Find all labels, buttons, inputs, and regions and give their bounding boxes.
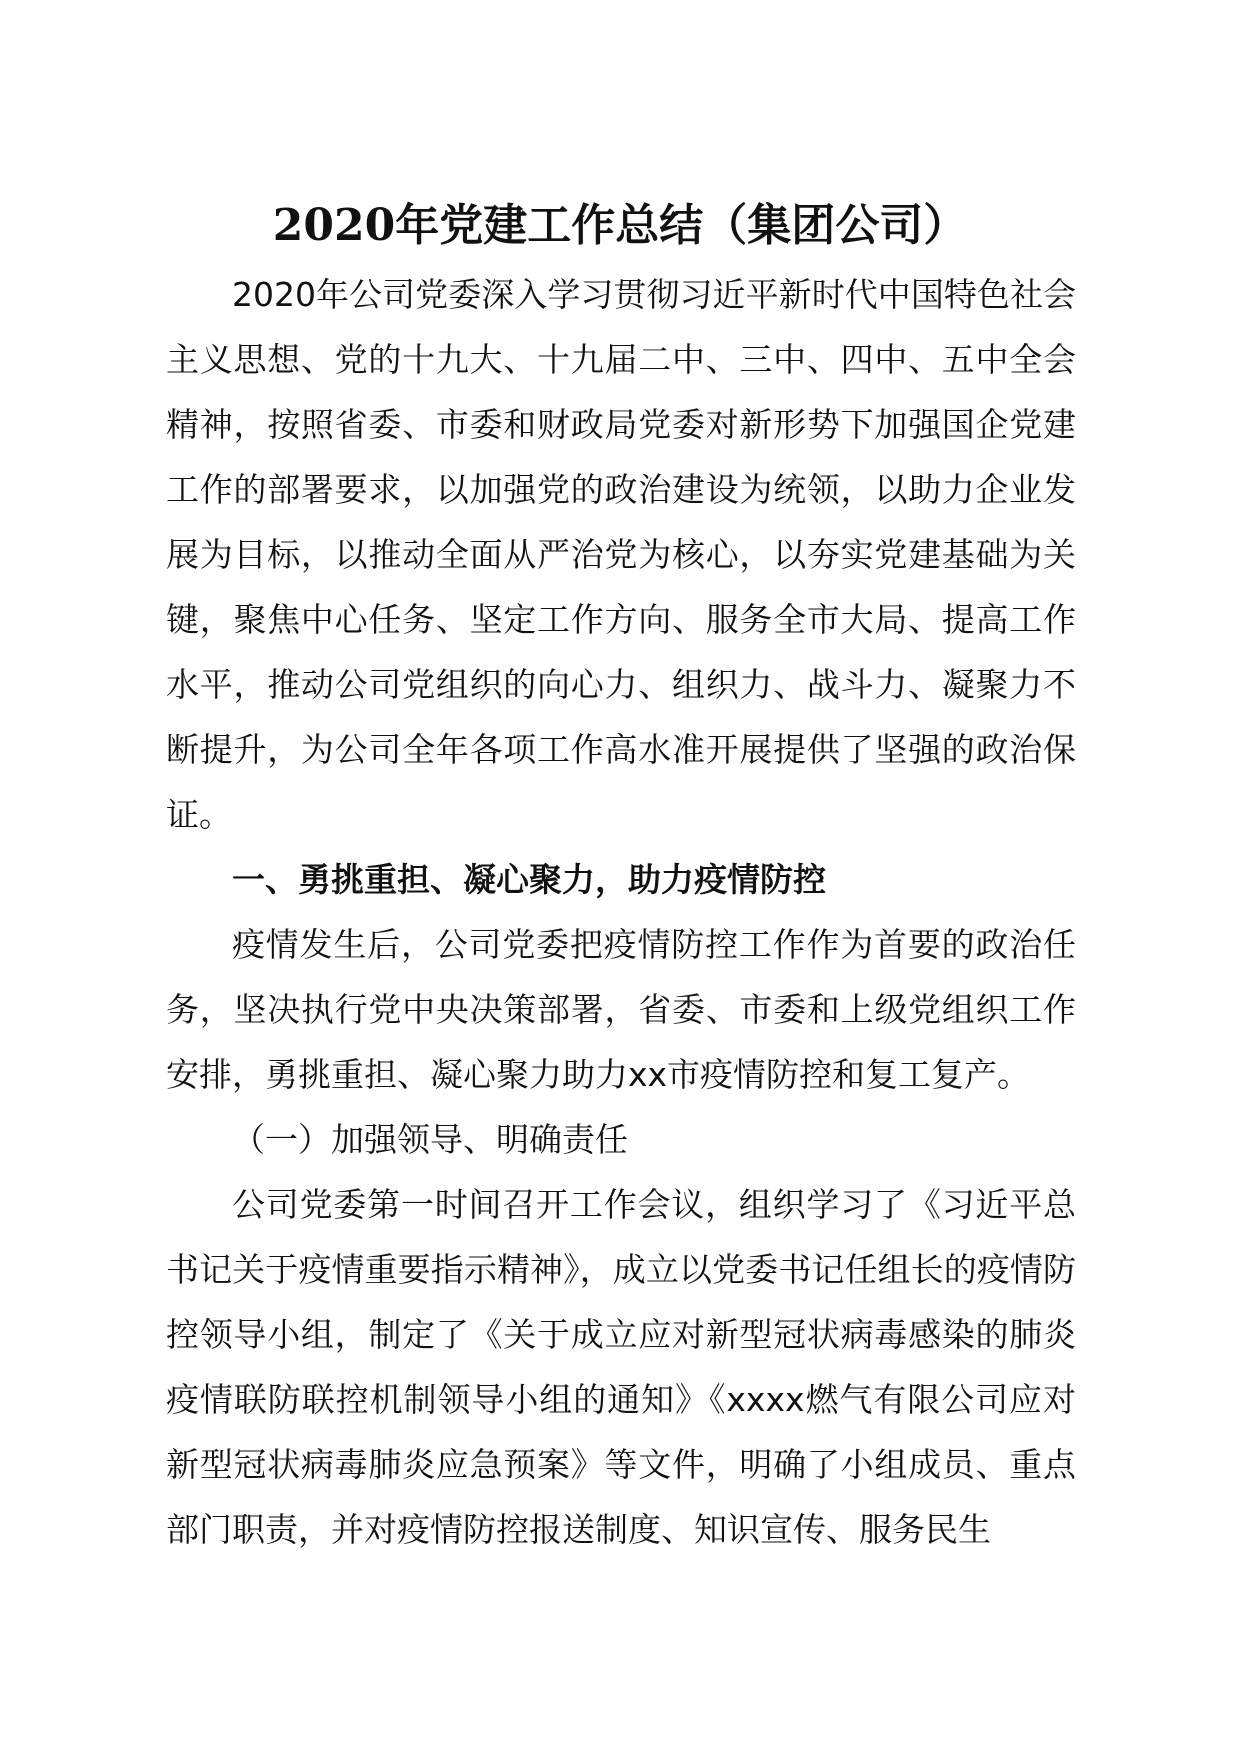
document-body bbox=[166, 262, 1076, 1562]
subsection-paragraph: 公司党委第一时间召开工作会议，组织学习了《习近平总书记关于疫情重要指示精神》，成立以党委书记任组长的疫情防控领导小组，制定了《关于成立应对新型冠状病毒感染的肺炎疫情联防联控机制领导小组的通知》《xxxx燃气有限公司应对新型冠状病毒肺炎应急预案》等文件，明确了小组成员、重点部门职责，并对疫情防控报送制度、知识宣传、服务民生 bbox=[166, 1185, 1076, 1549]
section-heading: 一、勇挑重担、凝心聚力，助力疫情防控 bbox=[232, 860, 826, 899]
section-paragraph: 疫情发生后，公司党委把疫情防控工作作为首要的政治任务，坚决执行党中央决策部署，省委、市委和上级党组织工作安排，勇挑重担、凝心聚力助力xx市疫情防控和复工复产。 bbox=[166, 925, 1076, 1094]
intro-paragraph: 2020年公司党委深入学习贯彻习近平新时代中国特色社会主义思想、党的十九大、十九届二中、三中、四中、五中全会精神，按照省委、市委和财政局党委对新形势下加强国企党建工作的部署要求，以加强党的政治建设为统领，以助力企业发展为目标，以推动全面从严治党为核心，以夯实党建基础为关键，聚焦中心任务、坚定工作方向、服务全市大局、提高工作水平，推动公司党组织的向心力、组织力、战斗力、凝聚力不断提升，为公司全年各项工作高水准开展提供了坚强的政治保证。 bbox=[166, 275, 1076, 834]
subsection-heading: （一）加强领导、明确责任 bbox=[232, 1120, 628, 1159]
document-title: 2020年党建工作总结（集团公司） bbox=[272, 200, 968, 251]
